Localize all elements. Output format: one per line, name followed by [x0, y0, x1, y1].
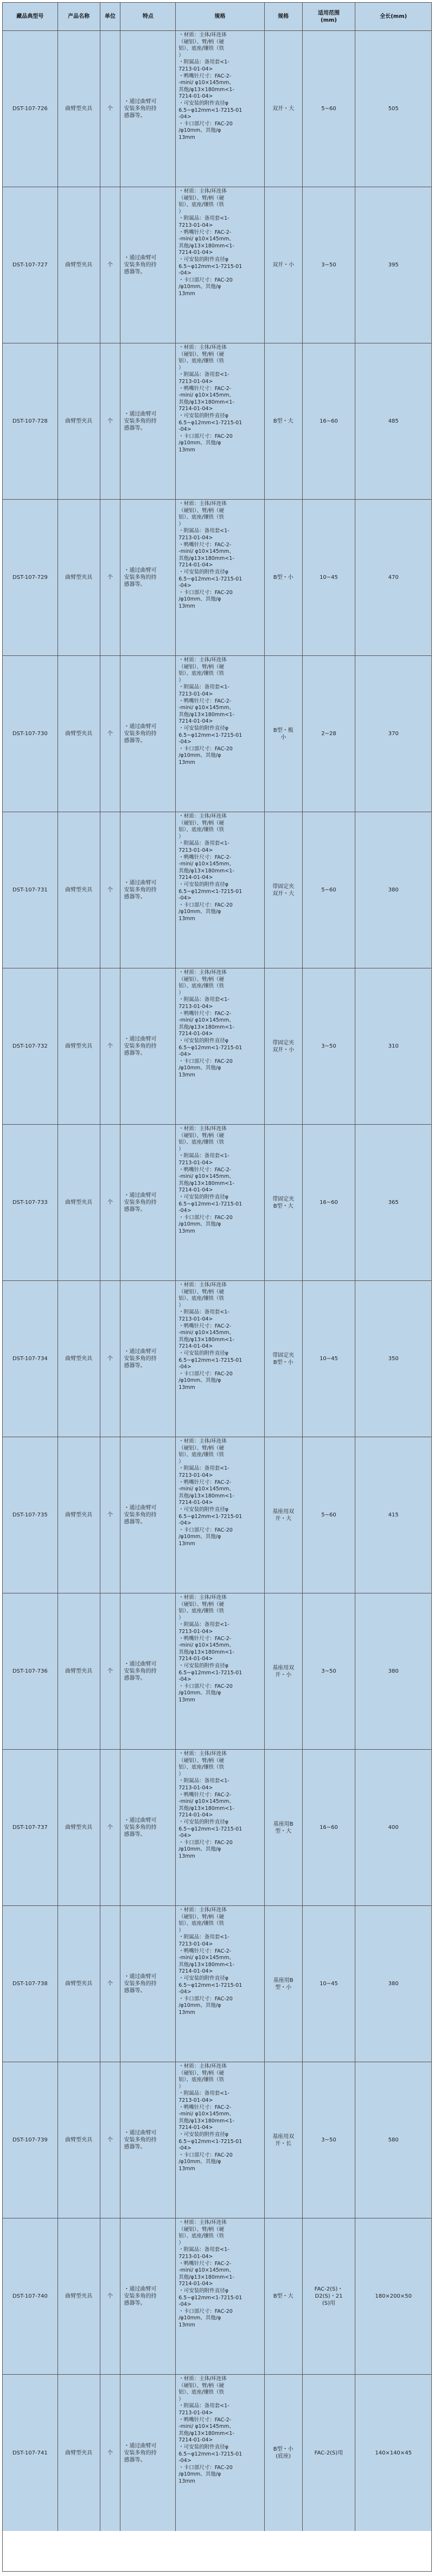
cell-range: 16~60	[303, 343, 356, 499]
table-row	[3, 2062, 431, 2218]
cell-model: DST-107-735	[3, 1437, 58, 1593]
cell-name: 曲臂型夹具	[58, 1906, 100, 2062]
header-range: 适用范围 (mm)	[303, 3, 356, 30]
cell-length: 370	[388, 731, 399, 737]
cell-feature: ・通过曲臂可 安装多角的持 感器等。	[120, 1593, 176, 1749]
cell-model: DST-107-737	[3, 1750, 58, 1905]
cell-unit: 个	[100, 812, 121, 968]
header-type: 规格	[265, 3, 303, 30]
table-row	[3, 1906, 431, 2062]
cell-type: 带固定夹 B型・小	[265, 1281, 303, 1437]
cell-length: 350	[388, 1356, 399, 1362]
table-row	[3, 1593, 431, 1750]
cell-type: 基座用双 开・小	[265, 1593, 303, 1749]
table-row	[3, 2218, 431, 2375]
cell-length: 140×140×45	[375, 2450, 412, 2456]
table-row	[3, 31, 431, 187]
cell-type: 带固定夹 B型・大	[265, 1125, 303, 1280]
cell-length: 310	[388, 1043, 399, 1049]
cell-length: 380	[388, 1668, 399, 1674]
cell-range: 2~28	[303, 656, 356, 812]
table-row	[3, 1437, 431, 1593]
table-row	[3, 1125, 431, 1281]
cell-spec: ・材质：主体/环连体 （硬铝）、臂/柄（硬 铝）、底座/镶铁（铁 ） ・附属品：备用套<1- 7213-01-04> ・鸭嘴针尺寸：FAC-2- -mini/ φ10×145mm、 其他/φ13×180mm<1- 7214-01-04> ・可安装的附件直径φ 6.5~φ12mm<1-7215-01 -04> ・卡口部尺寸：FAC-20 /φ10mm、其他/φ 13mm	[176, 500, 265, 655]
cell-name: 曲臂型夹具	[58, 31, 100, 187]
cell-spec: ・材质：主体/环连体 （硬铝）、臂/柄（硬 铝）、底座/镶铁（铁 ） ・附属品：备用套<1- 7213-01-04> ・鸭嘴针尺寸：FAC-2- -mini/ φ10×145mm、 其他/φ13×180mm<1- 7214-01-04> ・可安装的附件直径φ 6.5~φ12mm<1-7215-01 -04> ・卡口部尺寸：FAC-20 /φ10mm、其他/φ 13mm	[176, 343, 265, 499]
cell-range: 3~50	[303, 187, 356, 343]
cell-unit: 个	[100, 2218, 121, 2374]
cell-type: 基座用B 型・小	[265, 1906, 303, 2062]
cell-unit: 个	[100, 31, 121, 187]
table-row	[3, 968, 431, 1125]
table-row	[3, 343, 431, 500]
cell-range: 10~45	[303, 1281, 356, 1437]
cell-name: 曲臂型夹具	[58, 2218, 100, 2374]
header-feature: 特点	[120, 3, 176, 30]
cell-feature: ・通过曲臂可 安装多角的持 感器等。	[120, 31, 176, 187]
cell-name: 曲臂型夹具	[58, 1437, 100, 1593]
cell-model: DST-107-727	[3, 187, 58, 343]
cell-model: DST-107-726	[3, 31, 58, 187]
cell-name: 曲臂型夹具	[58, 656, 100, 812]
table-row	[3, 812, 431, 968]
cell-type: 基座用双 开・大	[265, 1437, 303, 1593]
cell-name: 曲臂型夹具	[58, 968, 100, 1124]
cell-spec: ・材质：主体/环连体 （硬铝）、臂/柄（硬 铝）、底座/镶铁（铁 ） ・附属品：备用套<1- 7213-01-04> ・鸭嘴针尺寸：FAC-2- -mini/ φ10×145mm、 其他/φ13×180mm<1- 7214-01-04> ・可安装的附件直径φ 6.5~φ12mm<1-7215-01 -04> ・卡口部尺寸：FAC-20 /φ10mm、其他/φ 13mm	[176, 187, 265, 343]
cell-type: B型・大	[265, 2218, 303, 2374]
header-unit: 单位	[100, 3, 121, 30]
cell-type: 基座用双 开・长	[265, 2062, 303, 2218]
cell-unit: 个	[100, 968, 121, 1124]
cell-spec: ・材质：主体/环连体 （硬铝）、臂/柄（硬 铝）、底座/镶铁（铁 ） ・附属品：备用套<1- 7213-01-04> ・鸭嘴针尺寸：FAC-2- -mini/ φ10×145mm、 其他/φ13×180mm<1- 7214-01-04> ・可安装的附件直径φ 6.5~φ12mm<1-7215-01 -04> ・卡口部尺寸：FAC-20 /φ10mm、其他/φ 13mm	[176, 1281, 265, 1437]
cell-feature: ・通过曲臂可 安装多角的持 感器等。	[120, 1750, 176, 1905]
cell-feature: ・通过曲臂可 安装多角的持 感器等。	[120, 1906, 176, 2062]
cell-length: 485	[388, 418, 399, 424]
header-name: 产品名称	[58, 3, 100, 30]
cell-model: DST-107-728	[3, 343, 58, 499]
cell-unit: 个	[100, 1750, 121, 1905]
cell-spec: ・材质：主体/环连体 （硬铝）、臂/柄（硬 铝）、底座/镶铁（铁 ） ・附属品：备用套<1- 7213-01-04> ・鸭嘴针尺寸：FAC-2- -mini/ φ10×145mm、 其他/φ13×180mm<1- 7214-01-04> ・可安装的附件直径φ 6.5~φ12mm<1-7215-01 -04> ・卡口部尺寸：FAC-20 /φ10mm、其他/φ 13mm	[176, 2375, 265, 2531]
cell-model: DST-107-736	[3, 1593, 58, 1749]
cell-type: B型・大	[265, 343, 303, 499]
cell-name: 曲臂型夹具	[58, 2062, 100, 2218]
header-model: 藏品典型号	[3, 3, 58, 30]
cell-length: 580	[388, 2137, 399, 2143]
cell-unit: 个	[100, 2375, 121, 2531]
cell-type: 基座用B 型・大	[265, 1750, 303, 1905]
cell-model: DST-107-740	[3, 2218, 58, 2374]
cell-type: 带固定夹 双开・小	[265, 968, 303, 1124]
cell-feature: ・通过曲臂可 安装多角的持 感器等。	[120, 2218, 176, 2374]
cell-feature: ・通过曲臂可 安装多角的持 感器等。	[120, 1125, 176, 1280]
cell-model: DST-107-732	[3, 968, 58, 1124]
cell-unit: 个	[100, 1437, 121, 1593]
table-row	[3, 1281, 431, 1437]
cell-feature: ・通过曲臂可 安装多角的持 感器等。	[120, 1281, 176, 1437]
cell-model: DST-107-731	[3, 812, 58, 968]
cell-feature: ・通过曲臂可 安装多角的持 感器等。	[120, 2062, 176, 2218]
cell-feature: ・通过曲臂可 安装多角的持 感器等。	[120, 968, 176, 1124]
cell-model: DST-107-730	[3, 656, 58, 812]
cell-feature: ・通过曲臂可 安装多角的持 感器等。	[120, 1437, 176, 1593]
cell-unit: 个	[100, 343, 121, 499]
cell-feature: ・通过曲臂可 安装多角的持 感器等。	[120, 343, 176, 499]
cell-spec: ・材质：主体/环连体 （硬铝）、臂/柄（硬 铝）、底座/镶铁（铁 ） ・附属品：备用套<1- 7213-01-04> ・鸭嘴针尺寸：FAC-2- -mini/ φ10×145mm、 其他/φ13×180mm<1- 7214-01-04> ・可安装的附件直径φ 6.5~φ12mm<1-7215-01 -04> ・卡口部尺寸：FAC-20 /φ10mm、其他/φ 13mm	[176, 1906, 265, 2062]
cell-spec: ・材质：主体/环连体 （硬铝）、臂/柄（硬 铝）、底座/镶铁（铁 ） ・附属品：备用套<1- 7213-01-04> ・鸭嘴针尺寸：FAC-2- -mini/ φ10×145mm、 其他/φ13×180mm<1- 7214-01-04> ・可安装的附件直径φ 6.5~φ12mm<1-7215-01 -04> ・卡口部尺寸：FAC-20 /φ10mm、其他/φ 13mm	[176, 968, 265, 1124]
cell-range: 5~60	[303, 812, 356, 968]
cell-spec: ・材质：主体/环连体 （硬铝）、臂/柄（硬 铝）、底座/镶铁（铁 ） ・附属品：备用套<1- 7213-01-04> ・鸭嘴针尺寸：FAC-2- -mini/ φ10×145mm、 其他/φ13×180mm<1- 7214-01-04> ・可安装的附件直径φ 6.5~φ12mm<1-7215-01 -04> ・卡口部尺寸：FAC-20 /φ10mm、其他/φ 13mm	[176, 656, 265, 812]
cell-name: 曲臂型夹具	[58, 1593, 100, 1749]
cell-length: 470	[388, 575, 399, 581]
cell-name: 曲臂型夹具	[58, 812, 100, 968]
cell-length: 505	[388, 106, 399, 112]
table-row	[3, 656, 431, 812]
cell-range: FAC-2(S)・ D2(S)・21 (S)用	[303, 2218, 356, 2374]
cell-spec: ・材质：主体/环连体 （硬铝）、臂/柄（硬 铝）、底座/镶铁（铁 ） ・附属品：备用套<1- 7213-01-04> ・鸭嘴针尺寸：FAC-2- -mini/ φ10×145mm、 其他/φ13×180mm<1- 7214-01-04> ・可安装的附件直径φ 6.5~φ12mm<1-7215-01 -04> ・卡口部尺寸：FAC-20 /φ10mm、其他/φ 13mm	[176, 2062, 265, 2218]
cell-unit: 个	[100, 2062, 121, 2218]
cell-model: DST-107-733	[3, 1125, 58, 1280]
cell-range: 16~60	[303, 1125, 356, 1280]
cell-unit: 个	[100, 1593, 121, 1749]
cell-length: 380	[388, 1981, 399, 1987]
cell-range: 3~50	[303, 2062, 356, 2218]
table-row	[3, 2375, 431, 2531]
header-spec: 规格	[176, 3, 265, 30]
cell-unit: 个	[100, 500, 121, 655]
cell-spec: ・材质：主体/环连体 （硬铝）、臂/柄（硬 铝）、底座/镶铁（铁 ） ・附属品：备用套<1- 7213-01-04> ・鸭嘴针尺寸：FAC-2- -mini/ φ10×145mm、 其他/φ13×180mm<1- 7214-01-04> ・可安装的附件直径φ 6.5~φ12mm<1-7215-01 -04> ・卡口部尺寸：FAC-20 /φ10mm、其他/φ 13mm	[176, 1750, 265, 1905]
header-length: 全长(mm)	[380, 14, 407, 20]
cell-spec: ・材质：主体/环连体 （硬铝）、臂/柄（硬 铝）、底座/镶铁（铁 ） ・附属品：备用套<1- 7213-01-04> ・鸭嘴针尺寸：FAC-2- -mini/ φ10×145mm、 其他/φ13×180mm<1- 7214-01-04> ・可安装的附件直径φ 6.5~φ12mm<1-7215-01 -04> ・卡口部尺寸：FAC-20 /φ10mm、其他/φ 13mm	[176, 31, 265, 187]
cell-unit: 个	[100, 656, 121, 812]
cell-type: B型・小 (底座)	[265, 2375, 303, 2531]
cell-length: 380	[388, 887, 399, 893]
cell-spec: ・材质：主体/环连体 （硬铝）、臂/柄（硬 铝）、底座/镶铁（铁 ） ・附属品：备用套<1- 7213-01-04> ・鸭嘴针尺寸：FAC-2- -mini/ φ10×145mm、 其他/φ13×180mm<1- 7214-01-04> ・可安装的附件直径φ 6.5~φ12mm<1-7215-01 -04> ・卡口部尺寸：FAC-20 /φ10mm、其他/φ 13mm	[176, 1125, 265, 1280]
cell-name: 曲臂型夹具	[58, 2375, 100, 2531]
cell-range: 10~45	[303, 1906, 356, 2062]
cell-type: 双开・大	[265, 31, 303, 187]
cell-spec: ・材质：主体/环连体 （硬铝）、臂/柄（硬 铝）、底座/镶铁（铁 ） ・附属品：备用套<1- 7213-01-04> ・鸭嘴针尺寸：FAC-2- -mini/ φ10×145mm、 其他/φ13×180mm<1- 7214-01-04> ・可安装的附件直径φ 6.5~φ12mm<1-7215-01 -04> ・卡口部尺寸：FAC-20 /φ10mm、其他/φ 13mm	[176, 1437, 265, 1593]
cell-feature: ・通过曲臂可 安装多角的持 感器等。	[120, 812, 176, 968]
cell-unit: 个	[100, 187, 121, 343]
cell-name: 曲臂型夹具	[58, 187, 100, 343]
cell-unit: 个	[100, 1125, 121, 1280]
cell-type: B型・极 小	[265, 656, 303, 812]
cell-length: 415	[388, 1512, 399, 1518]
cell-length: 365	[388, 1200, 399, 1206]
cell-model: DST-107-741	[3, 2375, 58, 2531]
cell-feature: ・通过曲臂可 安装多角的持 感器等。	[120, 500, 176, 655]
cell-length: 395	[388, 262, 399, 268]
cell-range: 5~60	[303, 1437, 356, 1593]
cell-model: DST-107-738	[3, 1906, 58, 2062]
cell-name: 曲臂型夹具	[58, 1281, 100, 1437]
cell-spec: ・材质：主体/环连体 （硬铝）、臂/柄（硬 铝）、底座/镶铁（铁 ） ・附属品：备用套<1- 7213-01-04> ・鸭嘴针尺寸：FAC-2- -mini/ φ10×145mm、 其他/φ13×180mm<1- 7214-01-04> ・可安装的附件直径φ 6.5~φ12mm<1-7215-01 -04> ・卡口部尺寸：FAC-20 /φ10mm、其他/φ 13mm	[176, 812, 265, 968]
cell-unit: 个	[100, 1281, 121, 1437]
table-row	[3, 500, 431, 656]
table-header	[3, 3, 431, 31]
cell-range: FAC-2(S)用	[303, 2375, 356, 2531]
cell-spec: ・材质：主体/环连体 （硬铝）、臂/柄（硬 铝）、底座/镶铁（铁 ） ・附属品：备用套<1- 7213-01-04> ・鸭嘴针尺寸：FAC-2- -mini/ φ10×145mm、 其他/φ13×180mm<1- 7214-01-04> ・可安装的附件直径φ 6.5~φ12mm<1-7215-01 -04> ・卡口部尺寸：FAC-20 /φ10mm、其他/φ 13mm	[176, 1593, 265, 1749]
cell-length: 400	[388, 1825, 399, 1831]
cell-type: B型・小	[265, 500, 303, 655]
cell-type: 带固定夹 双开・大	[265, 812, 303, 968]
cell-model: DST-107-734	[3, 1281, 58, 1437]
cell-name: 曲臂型夹具	[58, 343, 100, 499]
cell-model: DST-107-729	[3, 500, 58, 655]
cell-model: DST-107-739	[3, 2062, 58, 2218]
cell-spec: ・材质：主体/环连体 （硬铝）、臂/柄（硬 铝）、底座/镶铁（铁 ） ・附属品：备用套<1- 7213-01-04> ・鸭嘴针尺寸：FAC-2- -mini/ φ10×145mm、 其他/φ13×180mm<1- 7214-01-04> ・可安装的附件直径φ 6.5~φ12mm<1-7215-01 -04> ・卡口部尺寸：FAC-20 /φ10mm、其他/φ 13mm	[176, 2218, 265, 2374]
cell-name: 曲臂型夹具	[58, 1125, 100, 1280]
cell-type: 双开・小	[265, 187, 303, 343]
cell-range: 5~60	[303, 31, 356, 187]
cell-range: 3~50	[303, 1593, 356, 1749]
cell-range: 10~45	[303, 500, 356, 655]
cell-name: 曲臂型夹具	[58, 1750, 100, 1905]
cell-feature: ・通过曲臂可 安装多角的持 感器等。	[120, 187, 176, 343]
table-row	[3, 1750, 431, 1906]
cell-feature: ・通过曲臂可 安装多角的持 感器等。	[120, 656, 176, 812]
cell-name: 曲臂型夹具	[58, 500, 100, 655]
cell-range: 16~60	[303, 1750, 356, 1905]
table-row	[3, 187, 431, 343]
cell-length: 180×200×50	[375, 2293, 412, 2299]
product-table	[2, 2, 432, 2572]
cell-range: 3~50	[303, 968, 356, 1124]
cell-unit: 个	[100, 1906, 121, 2062]
cell-feature: ・通过曲臂可 安装多角的持 感器等。	[120, 2375, 176, 2531]
